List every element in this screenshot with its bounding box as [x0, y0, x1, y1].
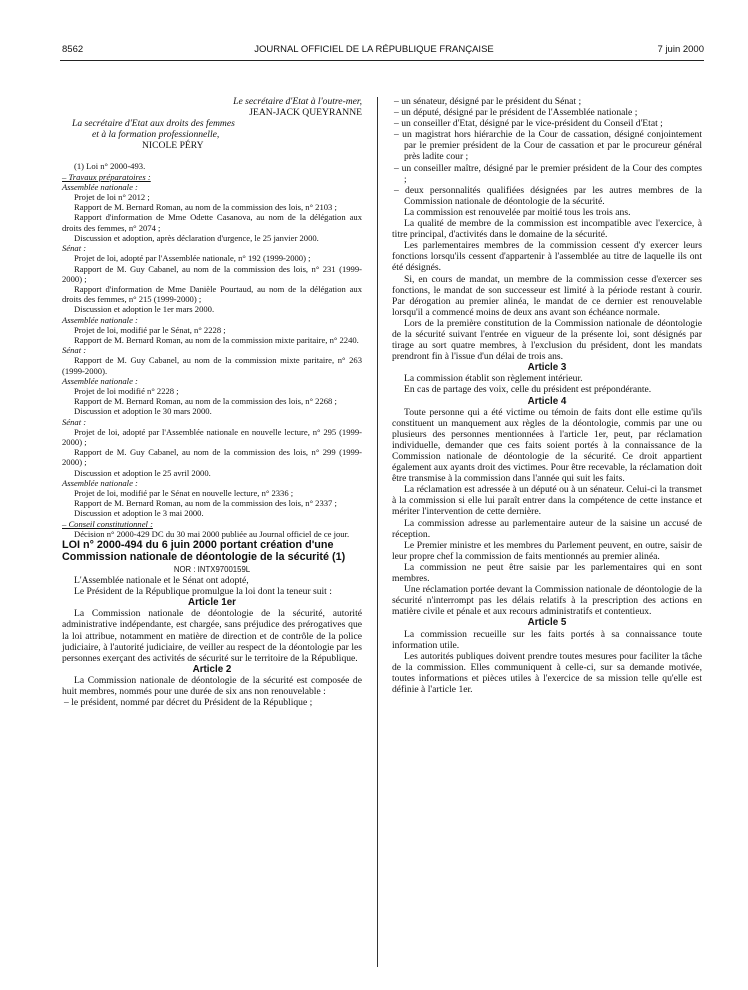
article-paragraph: La commission adresse au parlementaire auteur de la saisine un accusé de réception. — [392, 517, 702, 540]
note-line: Discussion et adoption le 30 mars 2000. — [74, 406, 212, 417]
note-line: Discussion et adoption le 3 mai 2000. — [74, 508, 204, 519]
article-paragraph: En cas de partage des voix, celle du président est prépondérante. — [404, 384, 652, 396]
article-paragraph: La Commission nationale de déontologie de la sécurité est composée de huit membres, nommés pour une durée de six ans non renouvelable : — [62, 674, 362, 698]
note-chamber: Sénat : — [62, 345, 87, 356]
note-line: Rapport de M. Bernard Roman, au nom de la commission des lois, n° 2103 ; — [74, 202, 337, 213]
list-item: – un député, désigné par le président de l'Assemblée nationale ; — [394, 107, 638, 119]
article-paragraph: La commission est renouvelée par moitié tous les trois ans. — [404, 206, 631, 218]
signature-title: La secrétaire d'Etat aux droits des femmes — [72, 118, 235, 130]
article-paragraph: Si, en cours de mandat, un membre de la commission cesse d'exercer ses fonctions, le mandat de son successeur est limité à la période restant à courir. Par dérogation au premier alinéa, le mandat de ce dernier est renouvelable lorsqu'il a commencé moins de deux ans avant son échéance normale. — [392, 273, 702, 318]
article-paragraph: Le Premier ministre et les membres du Parlement peuvent, en outre, saisir de leur propre chef la commission de faits mentionnés au premier alinéa. — [392, 539, 702, 562]
note-line: (1) Loi n° 2000-493. — [74, 161, 146, 172]
article-paragraph: La réclamation est adressée à un député ou à un sénateur. Celui-ci la transmet à la commission si elle lui paraît entrer dans la compétence de cette instance et mériter l'intervention de cette dernière. — [392, 484, 702, 518]
note-chamber: Assemblée nationale : — [62, 181, 138, 192]
signature-title: Le secrétaire d'Etat à l'outre-mer, — [233, 96, 362, 107]
note-line: Discussion et adoption le 25 avril 2000. — [74, 467, 211, 478]
note-line: Discussion et adoption, après déclaration d'urgence, le 25 janvier 2000. — [74, 232, 319, 243]
note-line: Discussion et adoption le 1er mars 2000. — [74, 304, 215, 315]
list-item: – un magistrat hors hiérarchie de la Cour de cassation, désigné conjointement par le premier président de la Cour de cassation et par le procureur général près ladite cour ; — [394, 129, 702, 163]
article-heading: Article 2 — [192, 663, 232, 675]
note-line: Rapport de M. Guy Cabanel, au nom de la commission mixte paritaire, n° 263 (1999-2000). — [62, 355, 362, 376]
preamble: L'Assemblée nationale et le Sénat ont adopté, — [74, 575, 249, 587]
article-paragraph: Les parlementaires membres de la commission cessent d'y exercer leurs fonctions lorsqu'ils cessent d'appartenir à l'assemblée au titre de laquelle ils ont été désignés. — [392, 240, 702, 274]
note-heading: – Travaux préparatoires : — [62, 171, 151, 182]
issue-date: 7 juin 2000 — [657, 44, 704, 55]
law-title: LOI n° 2000-494 du 6 juin 2000 portant création d'une Commission nationale de déontologie de la sécurité (1) — [62, 538, 346, 564]
note-line: Projet de loi, adopté par l'Assemblée nationale en nouvelle lecture, n° 295 (1999-2000) ; — [62, 426, 362, 447]
article-paragraph: La qualité de membre de la commission est incompatible avec l'exercice, à titre principal, d'activités dans le domaine de la sécurité. — [392, 218, 702, 241]
signature-name: NICOLE PÉRY — [142, 140, 204, 152]
article-paragraph: Toute personne qui a été victime ou témoin de faits dont elle estime qu'ils constituent un manquement aux règles de la déontologie, commis par une ou plusieurs des personnes mentionnées à l'article 1er, peut, par réclamation individuelle, demander que ces faits soient portés à la connaissance de la Commission nationale de déontologie de la sécurité. Ce droit appartient également aux ayants droit des victimes. Pour être recevable, la réclamation doit être transmise à la commission dans l'année qui suit les faits. — [392, 406, 702, 485]
note-line: Rapport de M. Bernard Roman, au nom de la commission des lois, n° 2337 ; — [74, 498, 337, 509]
note-chamber: Sénat : — [62, 243, 87, 254]
note-line: Décision n° 2000-429 DC du 30 mai 2000 publiée au Journal officiel de ce jour. — [74, 528, 350, 539]
signature-title: et à la formation professionnelle, — [92, 129, 220, 141]
note-line: Projet de loi n° 2012 ; — [74, 192, 150, 203]
list-item: – deux personnalités qualifiées désignées par les autres membres de la Commission nationale de déontologie de la sécurité. — [394, 184, 702, 207]
article-heading: Article 5 — [527, 617, 567, 629]
note-line: Rapport d'information de Mme Odette Casanova, au nom de la délégation aux droits des femmes, n° 2074 ; — [62, 212, 362, 233]
note-line: Rapport de M. Bernard Roman, au nom de la commission des lois, n° 2268 ; — [74, 396, 337, 407]
note-heading: – Conseil constitutionnel : — [62, 518, 153, 529]
signature-name: JEAN-JACK QUEYRANNE — [249, 107, 362, 119]
note-line: Rapport de M. Guy Cabanel, au nom de la commission des lois, n° 299 (1999-2000) ; — [62, 447, 362, 468]
article-paragraph: Lors de la première constitution de la Commission nationale de déontologie de la sécurité suivant l'entrée en vigueur de la présente loi, sont désignés par tirage au sort quatre membres, à l'exclusion du président, dont les mandats prendront fin à l'issue d'un délai de trois ans. — [392, 317, 702, 363]
list-item: – un conseiller maître, désigné par le premier président de la Cour des comptes ; — [394, 162, 702, 185]
page-number: 8562 — [62, 44, 84, 55]
note-line: Projet de loi modifié n° 2228 ; — [74, 385, 179, 396]
article-paragraph: Les autorités publiques doivent prendre toutes mesures pour faciliter la tâche de la commission. Elles communiquent à celle-ci, sur sa demande motivée, toutes informations et pièces utiles à l'exercice de sa mission telle qu'elle est définie à l'article 1er. — [392, 650, 702, 695]
nor-reference: NOR : INTX9700159L — [173, 564, 251, 574]
article-paragraph: La commission recueille sur les faits portés à sa connaissance toute information utile. — [392, 628, 702, 651]
list-item: – le président, nommé par décret du Président de la République ; — [64, 697, 313, 709]
note-chamber: Assemblée nationale : — [62, 314, 138, 325]
list-item: – un conseiller d'Etat, désigné par le vice-président du Conseil d'Etat ; — [394, 118, 663, 130]
article-paragraph: La commission établit son règlement intérieur. — [404, 373, 583, 385]
note-line: Rapport d'information de Mme Danièle Pourtaud, au nom de la délégation aux droits des femmes, n° 215 (1999-2000) ; — [62, 283, 362, 305]
note-line: Rapport de M. Guy Cabanel, au nom de la commission des lois, n° 231 (1999-2000) ; — [62, 263, 362, 284]
column-divider — [377, 97, 378, 967]
note-line: Projet de loi, modifié par le Sénat en nouvelle lecture, n° 2336 ; — [74, 487, 294, 498]
article-paragraph: La commission ne peut être saisie par les parlementaires qui en sont membres. — [392, 561, 702, 585]
note-line: Projet de loi, modifié par le Sénat, n° 2228 ; — [74, 324, 226, 335]
preamble: Le Président de la République promulgue la loi dont la teneur suit : — [74, 586, 332, 598]
article-paragraph: Une réclamation portée devant la Commission nationale de déontologie de la sécurité n'interrompt pas les délais relatifs à la prescription des actions en matière civile et pénale et aux recours administratifs et contentieux. — [392, 584, 702, 618]
note-chamber: Assemblée nationale : — [62, 375, 138, 386]
article-heading: Article 1er — [188, 597, 236, 609]
legislative-notes — [62, 161, 362, 539]
note-line: Projet de loi, adopté par l'Assemblée nationale, n° 192 (1999-2000) ; — [74, 253, 311, 264]
note-chamber: Assemblée nationale : — [62, 477, 138, 488]
article-heading: Article 4 — [527, 395, 567, 407]
journal-title: JOURNAL OFFICIEL DE LA RÉPUBLIQUE FRANÇAISE — [254, 44, 494, 55]
list-item: – un sénateur, désigné par le président du Sénat ; — [394, 96, 582, 107]
article-heading: Article 3 — [527, 362, 567, 374]
note-line: Rapport de M. Bernard Roman, au nom de la commission mixte paritaire, n° 2240. — [74, 334, 359, 345]
article-paragraph: La Commission nationale de déontologie de la sécurité, autorité administrative indépendante, est chargée, sans préjudice des prérogatives que la loi attribue, notamment en matière de direction et de contrôle de la police judiciaire, à l'autorité judiciaire, de veiller au respect de la déontologie par les personnes exerçant des activités de sécurité sur le territoire de la République. — [62, 608, 362, 664]
note-chamber: Sénat : — [62, 416, 87, 427]
right-column — [392, 96, 702, 695]
header-rule — [60, 60, 704, 61]
left-column — [62, 96, 362, 708]
